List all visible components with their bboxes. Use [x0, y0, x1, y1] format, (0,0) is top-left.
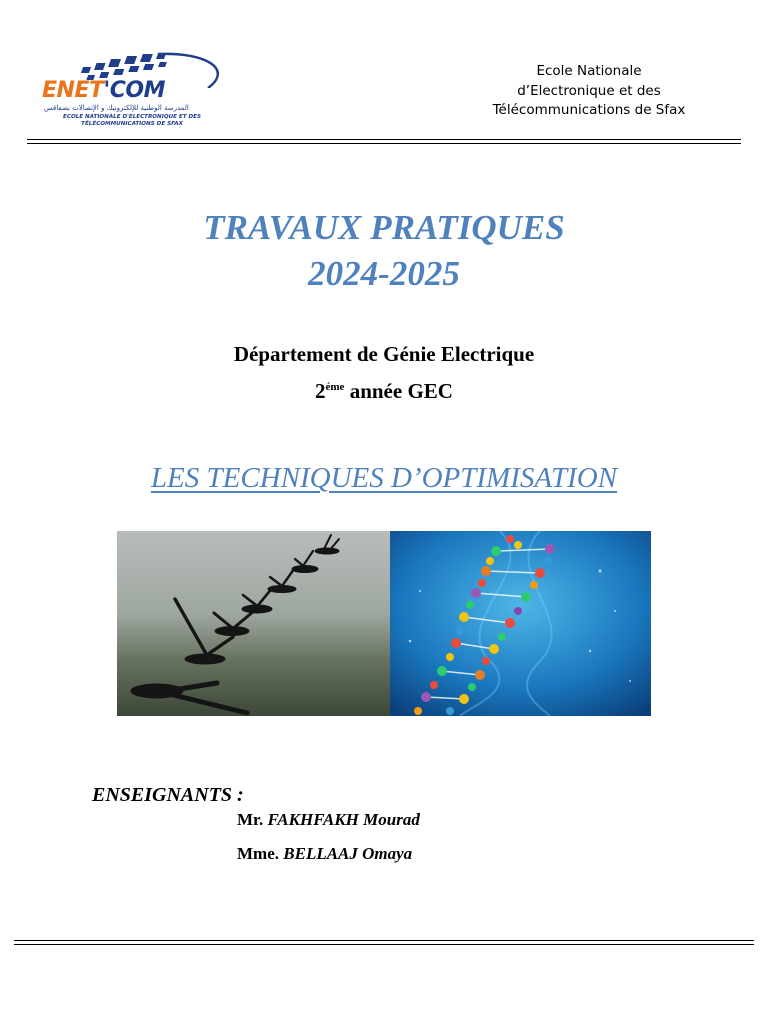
- logo-french-text: ECOLE NATIONALE D'ELECTRONIQUE ET DES TÉLÉCOMMUNICATIONS DE SFAX: [63, 114, 201, 127]
- course-subject: LES TECHNIQUES D’OPTIMISATION: [150, 462, 618, 494]
- logo-arabic-text: المدرسة الوطنية للإلكترونيك و الإتصالات بصفاقس: [44, 104, 189, 112]
- footer-divider: [14, 944, 754, 945]
- school-name: [454, 62, 724, 121]
- birds-flock-image: [117, 531, 390, 716]
- footer-divider: [14, 940, 754, 941]
- school-line: Télécommunications de Sfax: [492, 102, 686, 118]
- enetcom-logo: [38, 48, 228, 130]
- header-divider: [27, 143, 741, 144]
- teachers-label: ENSEIGNANTS :: [92, 784, 244, 806]
- class-year: $2^{éme}$ année GEC: [315, 379, 453, 403]
- department-name: Département de Génie Electrique: [233, 342, 535, 366]
- teacher-name: Mme. BELLAAJ Omaya: [237, 844, 413, 863]
- school-line: Ecole Nationale: [536, 63, 642, 79]
- header-divider: [27, 139, 741, 140]
- dna-helix-image: [390, 531, 651, 716]
- page-title: TRAVAUX PRATIQUES: [203, 208, 565, 247]
- teacher-name: Mr. FAKHFAKH Mourad: [237, 810, 420, 829]
- school-line: d’Electronique et des: [517, 82, 661, 99]
- academic-year: 2024-2025: [308, 254, 460, 293]
- logo-wordmark: ENET'COM: [42, 78, 165, 103]
